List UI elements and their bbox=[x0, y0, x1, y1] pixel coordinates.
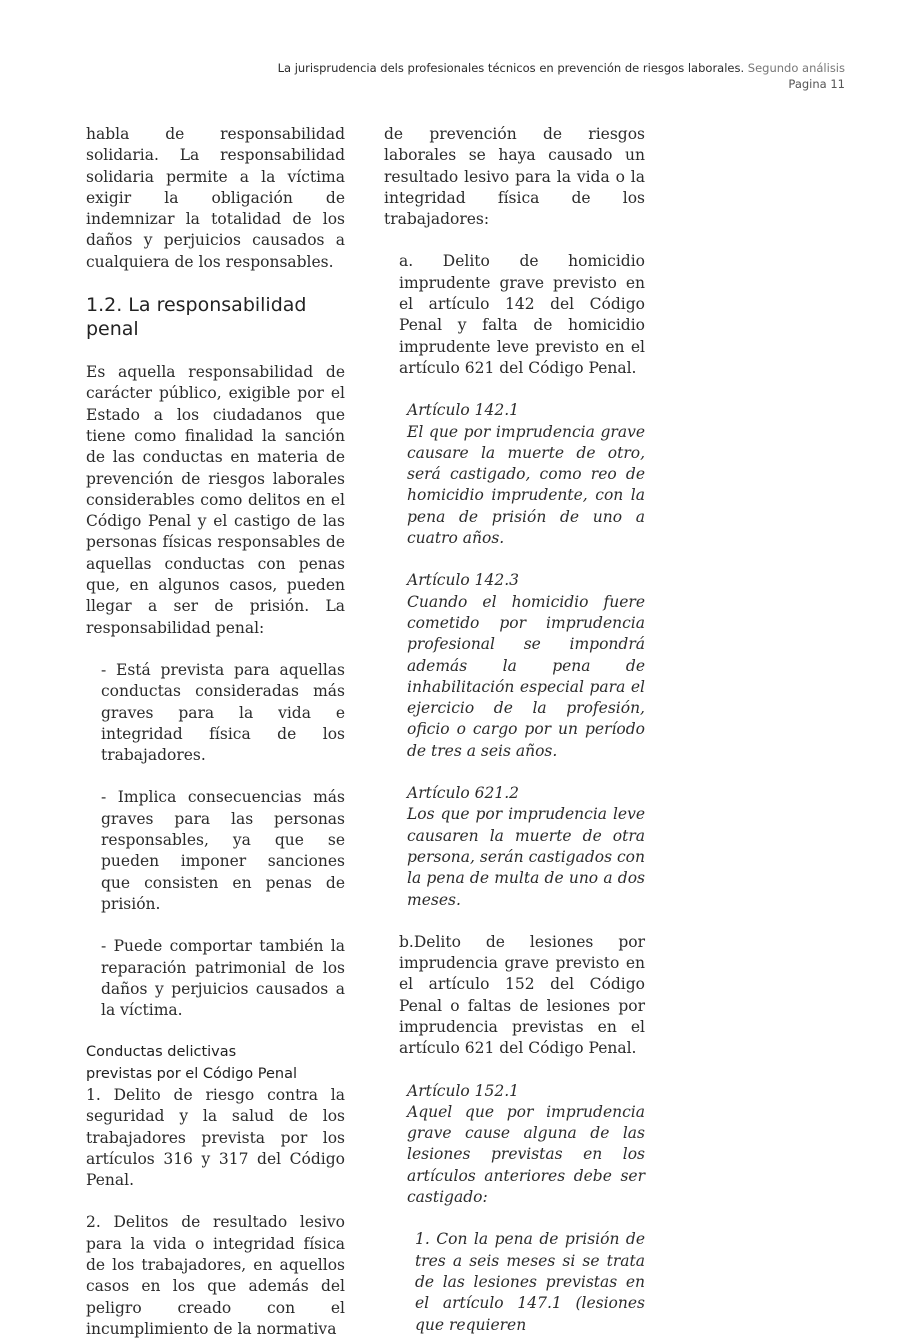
right-column bbox=[384, 124, 645, 1336]
page-number: Pagina 11 bbox=[788, 77, 845, 91]
article-text: El que por imprudencia grave causare la muerte de otro, será castigado, como reo de homicidio imprudente, con la pena de prisión de uno a cuatro años. bbox=[407, 422, 645, 548]
article-title: Artículo 142.3 bbox=[407, 571, 520, 590]
left-column bbox=[86, 124, 345, 1340]
item-b: b.Delito de lesiones por imprudencia grave previsto en el artículo 152 del Código Penal o faltas de lesiones por imprudencia previstas en el artículo 621 del Código Penal. bbox=[399, 932, 645, 1058]
header-title-line bbox=[278, 60, 845, 76]
bullet-item: - Implica consecuencias más graves para las personas responsables, ya que se pueden imponer sanciones que consisten en penas de prisión. bbox=[101, 788, 345, 913]
paragraph-continuation: de prevención de riesgos laborales se haya causado un resultado lesivo para la vida o la integridad física de los trabajadores: bbox=[384, 125, 645, 229]
list-item-1: 1. Delito de riesgo contra la seguridad y la salud de los trabajadores prevista por los artículos 316 y 317 del Código Penal. bbox=[86, 1085, 345, 1190]
list-item-2: 2. Delitos de resultado lesivo para la vida o integridad física de los trabajadores, en aquellos casos en los que además del peligro creado con el incumplimiento de la normativa bbox=[86, 1213, 345, 1338]
header-subtitle: Segundo análisis bbox=[747, 61, 845, 75]
item-a: a. Delito de homicidio imprudente grave previsto en el artículo 142 del Código Penal y falta de homicidio imprudente leve previsto en el artículo 621 del Código Penal. bbox=[399, 252, 645, 377]
subheading-line-1: Conductas delictivas bbox=[86, 1044, 237, 1061]
article-text: Aquel que por imprudencia grave cause alguna de las lesiones previstas en los artículos anteriores debe ser castigado: bbox=[407, 1102, 645, 1207]
page-header bbox=[278, 60, 845, 92]
bullet-item: - Está prevista para aquellas conductas consideradas más graves para la vida e integridad física de los trabajadores. bbox=[101, 660, 345, 765]
subheading-line-2: previstas por el Código Penal bbox=[86, 1065, 298, 1082]
article-text: Los que por imprudencia leve causaren la muerte de otra persona, serán castigados con la pena de multa de uno a dos meses. bbox=[407, 805, 645, 909]
section-heading: 1.2. La responsabilidad penal bbox=[86, 294, 307, 341]
paragraph-solidaria: habla de responsabilidad solidaria. La responsabilidad solidaria permite a la víctima exigir la obligación de indemnizar la totalidad de los daños y perjuicios causados a cualquiera de los responsables. bbox=[86, 125, 345, 271]
article-title: Artículo 142.1 bbox=[407, 401, 520, 420]
header-title: La jurisprudencia dels profesionales técnicos en prevención de riesgos laborales. bbox=[277, 61, 745, 75]
article-title: Artículo 152.1 bbox=[407, 1081, 520, 1100]
bullet-item: - Puede comportar también la reparación patrimonial de los daños y perjuicios causados a la víctima. bbox=[101, 937, 345, 1020]
paragraph-penal: Es aquella responsabilidad de carácter público, exigible por el Estado a los ciudadanos que tiene como finalidad la sanción de las conductas en materia de prevención de riesgos laborales considerables como delitos en el Código Penal y el castigo de las personas físicas responsables de aquellas conductas con penas que, en algunos casos, pueden llegar a ser de prisión. La responsabilidad penal: bbox=[86, 363, 345, 637]
article-subitem: 1. Con la pena de prisión de tres a seis meses si se trata de las lesiones previstas en el artículo 147.1 (lesiones que requieren bbox=[415, 1230, 645, 1334]
article-text: Cuando el homicidio fuere cometido por imprudencia profesional se impondrá además la pena de inhabilitación especial para el ejercicio de la profesión, oficio o cargo por un período de tres a seis años. bbox=[407, 592, 645, 760]
article-title: Artículo 621.2 bbox=[407, 784, 520, 803]
